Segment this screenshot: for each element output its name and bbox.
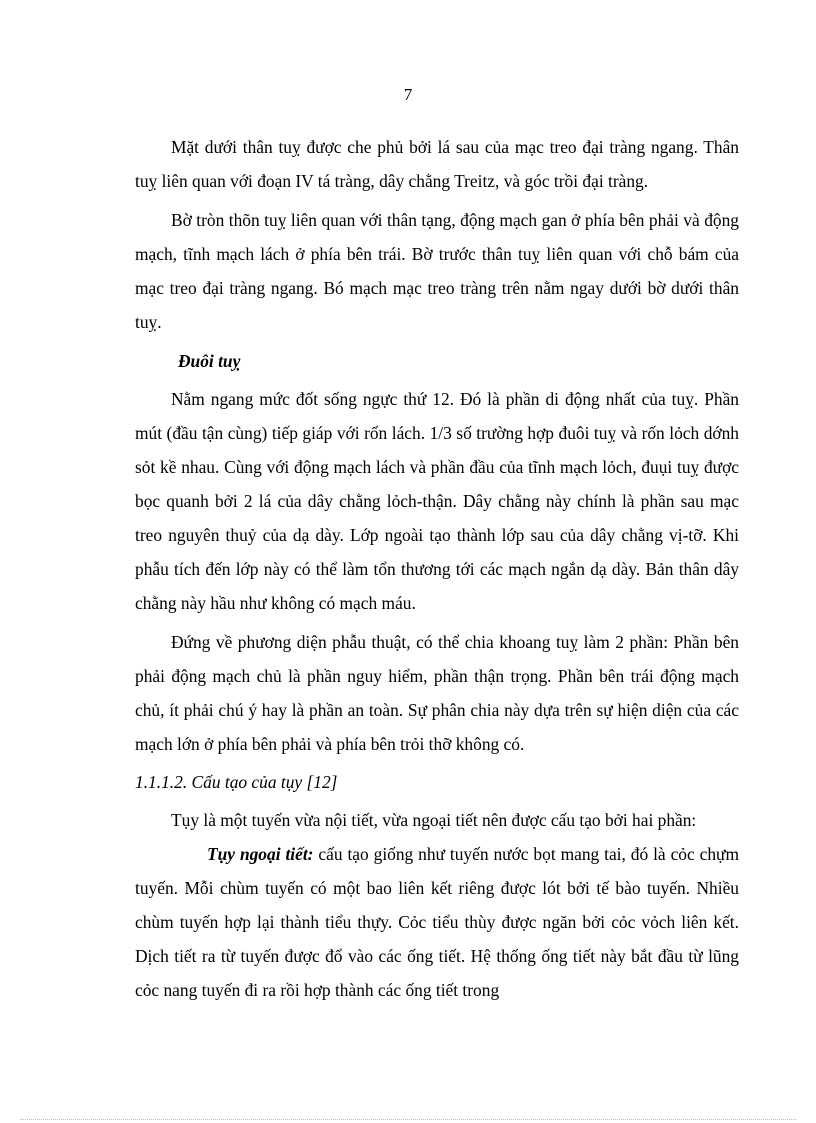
- heading-pancreas-tail: Đuôi tuỵ: [178, 351, 241, 371]
- paragraph-body-surface: Mặt dưới thân tuỵ được che phủ bởi lá sau của mạc treo đại tràng ngang. Thân tuỵ liên quan với đoạn IV tá tràng, dây chằng Treitz, và góc trồi đại tràng.: [135, 137, 739, 191]
- document-body: [135, 130, 739, 1007]
- paragraph-body-borders: Bờ tròn thõn tuỵ liên quan với thân tạng, động mạch gan ở phía bên phải và động mạch, tĩnh mạch lách ở phía bên trái. Bờ trước thân tuỵ liên quan với chỗ bám của mạc treo đại tràng ngang. Bó mạch mạc treo tràng trên nằm ngay dưới bờ dưới thân tuỵ.: [135, 210, 739, 332]
- section-heading-structure: 1.1.1.2. Cấu tạo của tụy [12]: [135, 772, 338, 792]
- paragraph-surgical-division: Đứng về phương diện phẫu thuật, có thể chia khoang tuỵ làm 2 phần: Phần bên phải động mạch chủ là phần nguy hiểm, phần thận trọng. Phần bên trái động mạch chủ, ít phải chú ý hay là phần an toàn. Sự phân chia này dựa trên sự hiện diện của các mạch lớn ở phía bên phải và phía bên trỏi thỡ không có.: [135, 632, 739, 754]
- paragraph-exocrine: [135, 837, 739, 1007]
- footer-divider: [20, 1119, 796, 1120]
- page-number: 7: [403, 85, 413, 104]
- exocrine-text: cấu tạo giống như tuyến nước bọt mang tai, đó là cỏc chựm tuyến. Mỗi chùm tuyến có một bao liên kết riêng được lót bởi tế bào tuyến. Nhiều chùm tuyến hợp lại thành tiểu thựy. Cỏc tiểu thùy được ngăn bởi cỏc vỏch liên kết. Dịch tiết ra từ tuyến được đổ vào các ống tiết. Hệ thống ống tiết này bắt đầu từ lũng cỏc nang tuyến đi ra rồi hợp thành các ống tiết trong: [135, 844, 739, 1000]
- exocrine-label: Tụy ngoại tiết:: [207, 844, 314, 864]
- paragraph-tail-description: Nằm ngang mức đốt sống ngực thứ 12. Đó là phần di động nhất của tuỵ. Phần mút (đầu tận cùng) tiếp giáp với rốn lách. 1/3 số trường hợp đuôi tuỵ và rốn lỏch dớnh sỏt kề nhau. Cùng với động mạch lách và phần đầu của tĩnh mạch lỏch, đuụi tuỵ được bọc quanh bởi 2 lá của dây chằng lỏch-thận. Dây chằng này chính là phần sau mạc treo nguyên thuỷ của dạ dày. Lớp ngoài tạo thành lớp sau của dây chằng vị-tỡ. Khi phẫu tích đến lớp này có thể làm tổn thương tới các mạch ngắn dạ dày. Bản thân dây chằng này hầu như không có mạch máu.: [135, 389, 739, 613]
- paragraph-structure-intro: Tụy là một tuyến vừa nội tiết, vừa ngoại tiết nên được cấu tạo bởi hai phần:: [171, 810, 697, 830]
